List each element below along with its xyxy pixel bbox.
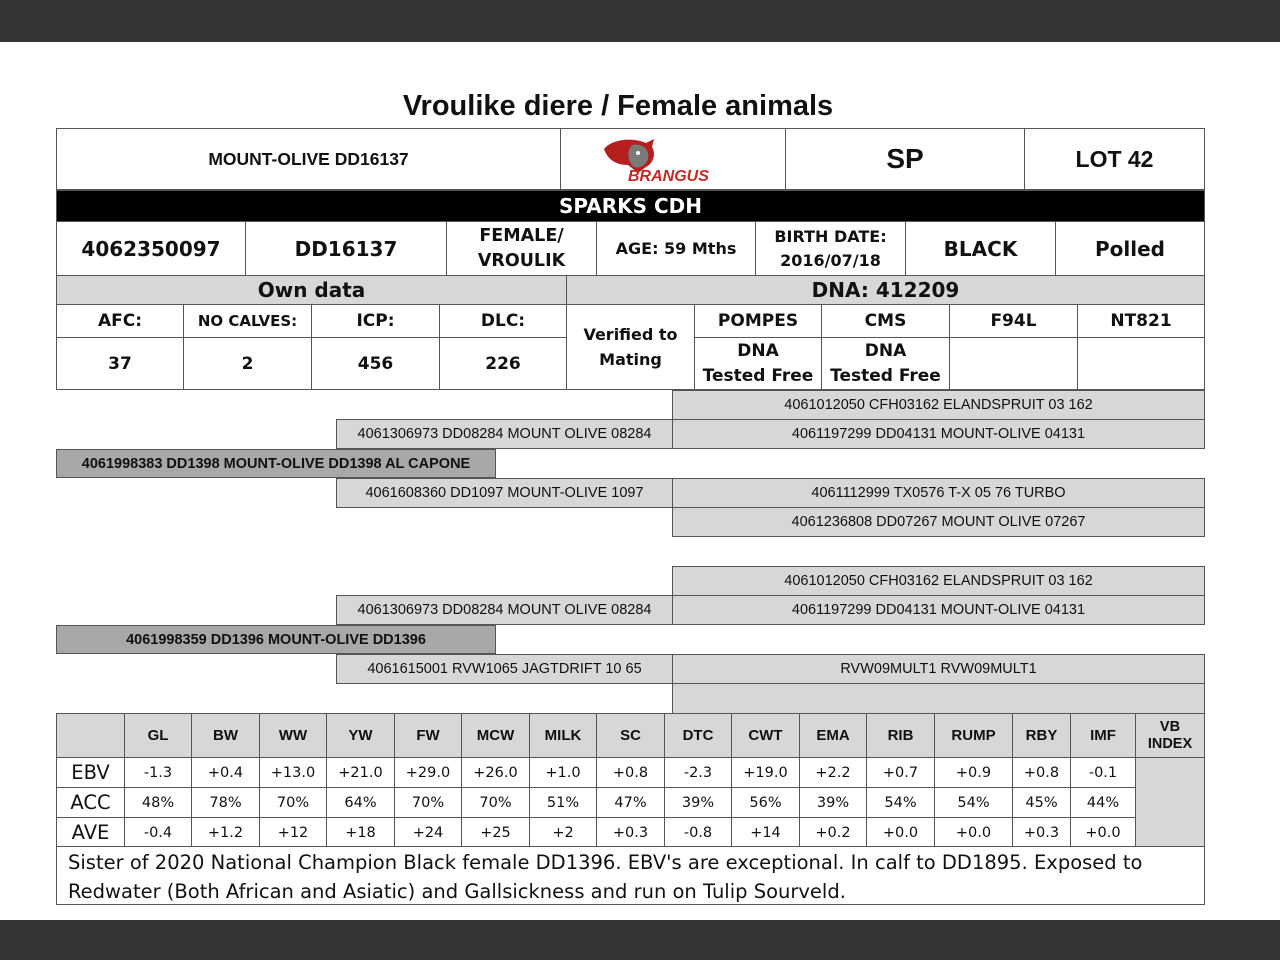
ebv-row-label: EBV [56, 757, 125, 788]
ebv-column-header: DTC [664, 713, 732, 758]
pedigree-dam: 4061998359 DD1396 MOUNT-OLIVE DD1396 [56, 625, 496, 654]
test-cms: CMS [821, 304, 950, 338]
ebv-column-header: YW [326, 713, 395, 758]
verified-line1: Verified to [583, 325, 678, 344]
ebv-cell: +0.0 [934, 817, 1013, 848]
color: BLACK [905, 221, 1056, 276]
pedigree-sire-dam: 4061608360 DD1097 MOUNT-OLIVE 1097 [336, 478, 673, 508]
ebv-cell: 54% [934, 787, 1013, 818]
ebv-column-header: RIB [866, 713, 935, 758]
logo-text: BRANGUS [628, 168, 709, 183]
no-calves-value: 2 [183, 337, 312, 390]
no-calves-label: NO CALVES: [183, 304, 312, 338]
icp-label: ICP: [311, 304, 440, 338]
ebv-cell: 39% [664, 787, 732, 818]
ebv-cell: 70% [461, 787, 530, 818]
ebv-header-corner [56, 713, 125, 758]
sire-banner: SPARKS CDH [56, 190, 1205, 222]
ebv-cell: 45% [1012, 787, 1071, 818]
ebv-cell: +13.0 [259, 757, 327, 788]
ebv-row-label: ACC [56, 787, 125, 818]
birth-date [755, 221, 906, 276]
animal-id: DD16137 [245, 221, 447, 276]
vb-line2: INDEX [1147, 735, 1193, 752]
own-data-header: Own data [56, 275, 567, 305]
ebv-column-header: EMA [799, 713, 867, 758]
registration-number: 4062350097 [56, 221, 246, 276]
test-f94l: F94L [949, 304, 1078, 338]
result-line2: Tested Free [702, 365, 814, 386]
pedigree-sire-sire-sire: 4061012050 CFH03162 ELANDSPRUIT 03 162 [672, 390, 1205, 420]
pedigree-sire-sire: 4061306973 DD08284 MOUNT OLIVE 08284 [336, 419, 673, 449]
vb-index-header [1135, 713, 1205, 758]
ebv-column-header: FW [394, 713, 462, 758]
pedigree-sire-dam-dam: 4061236808 DD07267 MOUNT OLIVE 07267 [672, 507, 1205, 537]
ebv-column-header: WW [259, 713, 327, 758]
ebv-row-label: AVE [56, 817, 125, 848]
animal-name: MOUNT-OLIVE DD16137 [56, 128, 561, 190]
age: AGE: 59 Mths [596, 221, 756, 276]
sp-code: SP [785, 128, 1025, 190]
ebv-cell: +1.0 [529, 757, 597, 788]
ebv-column-header: GL [124, 713, 192, 758]
sex-line1: FEMALE/ [479, 225, 564, 246]
ebv-cell: +0.0 [1070, 817, 1136, 848]
top-bar [0, 0, 1280, 42]
pedigree-dam-dam: 4061615001 RVW1065 JAGTDRIFT 10 65 [336, 654, 673, 684]
ebv-column-header: MILK [529, 713, 597, 758]
sex [446, 221, 597, 276]
verified-to-mating [566, 304, 695, 390]
ebv-cell: -0.4 [124, 817, 192, 848]
ebv-cell: -0.8 [664, 817, 732, 848]
brangus-logo [560, 128, 786, 190]
ebv-cell: -2.3 [664, 757, 732, 788]
ebv-cell: +0.3 [596, 817, 665, 848]
dna-header: DNA: 412209 [566, 275, 1205, 305]
ebv-column-header: BW [191, 713, 260, 758]
ebv-cell: +25 [461, 817, 530, 848]
afc-label: AFC: [56, 304, 184, 338]
bottom-bar [0, 920, 1280, 960]
dlc-label: DLC: [439, 304, 567, 338]
ebv-cell: +2 [529, 817, 597, 848]
ebv-cell: +0.0 [866, 817, 935, 848]
ebv-cell: +21.0 [326, 757, 395, 788]
ebv-cell: 54% [866, 787, 935, 818]
pedigree-sire: 4061998383 DD1398 MOUNT-OLIVE DD1398 AL CAPONE [56, 449, 496, 478]
ebv-cell: +29.0 [394, 757, 462, 788]
ebv-cell: +0.4 [191, 757, 260, 788]
birth-date-value: 2016/07/18 [780, 250, 881, 270]
comments: Sister of 2020 National Champion Black female DD1396. EBV's are exceptional. In calf to DD1895. Exposed to Redwater (Both African and Asiatic) and Gallsickness and run on Tulip Sourveld. [56, 846, 1205, 905]
ebv-cell: +2.2 [799, 757, 867, 788]
ebv-cell: +0.3 [1012, 817, 1071, 848]
dlc-value: 226 [439, 337, 567, 390]
pedigree-dam-sire-dam: 4061197299 DD04131 MOUNT-OLIVE 04131 [672, 595, 1205, 625]
ebv-cell: 56% [731, 787, 800, 818]
ebv-cell: 47% [596, 787, 665, 818]
ebv-column-header: MCW [461, 713, 530, 758]
ebv-cell: +12 [259, 817, 327, 848]
ebv-cell: +0.9 [934, 757, 1013, 788]
result-line1: DNA [864, 340, 907, 361]
ebv-cell: -1.3 [124, 757, 192, 788]
ebv-cell: +14 [731, 817, 800, 848]
ebv-column-header: SC [596, 713, 665, 758]
ebv-cell: 70% [259, 787, 327, 818]
ebv-cell: -0.1 [1070, 757, 1136, 788]
test-pompes: POMPES [694, 304, 822, 338]
ebv-cell: +19.0 [731, 757, 800, 788]
result-line2: Tested Free [830, 365, 941, 386]
pedigree-dam-dam-dam [672, 683, 1205, 714]
pedigree-dam-sire: 4061306973 DD08284 MOUNT OLIVE 08284 [336, 595, 673, 625]
ebv-cell: +0.8 [1012, 757, 1071, 788]
ebv-cell: 48% [124, 787, 192, 818]
afc-value: 37 [56, 337, 184, 390]
result-line1: DNA [737, 340, 779, 361]
page-title: Vroulike diere / Female animals [402, 90, 834, 122]
result-cms [821, 337, 950, 390]
ebv-cell: 70% [394, 787, 462, 818]
ebv-cell: +26.0 [461, 757, 530, 788]
lot-number: LOT 42 [1024, 128, 1205, 190]
ebv-cell: +0.7 [866, 757, 935, 788]
vb-index-value [1135, 757, 1205, 848]
ebv-column-header: RBY [1012, 713, 1071, 758]
ebv-cell: 51% [529, 787, 597, 818]
ebv-cell: +0.2 [799, 817, 867, 848]
pedigree-dam-dam-sire: RVW09MULT1 RVW09MULT1 [672, 654, 1205, 684]
ebv-column-header: RUMP [934, 713, 1013, 758]
icp-value: 456 [311, 337, 440, 390]
result-pompes [694, 337, 822, 390]
horn-status: Polled [1055, 221, 1205, 276]
vb-line1: VB [1159, 718, 1181, 735]
pedigree-dam-sire-sire: 4061012050 CFH03162 ELANDSPRUIT 03 162 [672, 566, 1205, 596]
ebv-cell: 64% [326, 787, 395, 818]
ebv-cell: +24 [394, 817, 462, 848]
ebv-cell: 78% [191, 787, 260, 818]
test-nt821: NT821 [1077, 304, 1205, 338]
birth-date-label: BIRTH DATE: [774, 226, 887, 246]
ebv-cell: +18 [326, 817, 395, 848]
ebv-column-header: IMF [1070, 713, 1136, 758]
result-nt821 [1077, 337, 1205, 390]
ebv-cell: 39% [799, 787, 867, 818]
sex-line2: VROULIK [477, 250, 566, 271]
ebv-cell: +0.8 [596, 757, 665, 788]
ebv-cell: +1.2 [191, 817, 260, 848]
ebv-cell: 44% [1070, 787, 1136, 818]
pedigree-sire-sire-dam: 4061197299 DD04131 MOUNT-OLIVE 04131 [672, 419, 1205, 449]
result-f94l [949, 337, 1078, 390]
pedigree-sire-dam-sire: 4061112999 TX0576 T-X 05 76 TURBO [672, 478, 1205, 508]
verified-line2: Mating [599, 350, 662, 369]
ebv-column-header: CWT [731, 713, 800, 758]
